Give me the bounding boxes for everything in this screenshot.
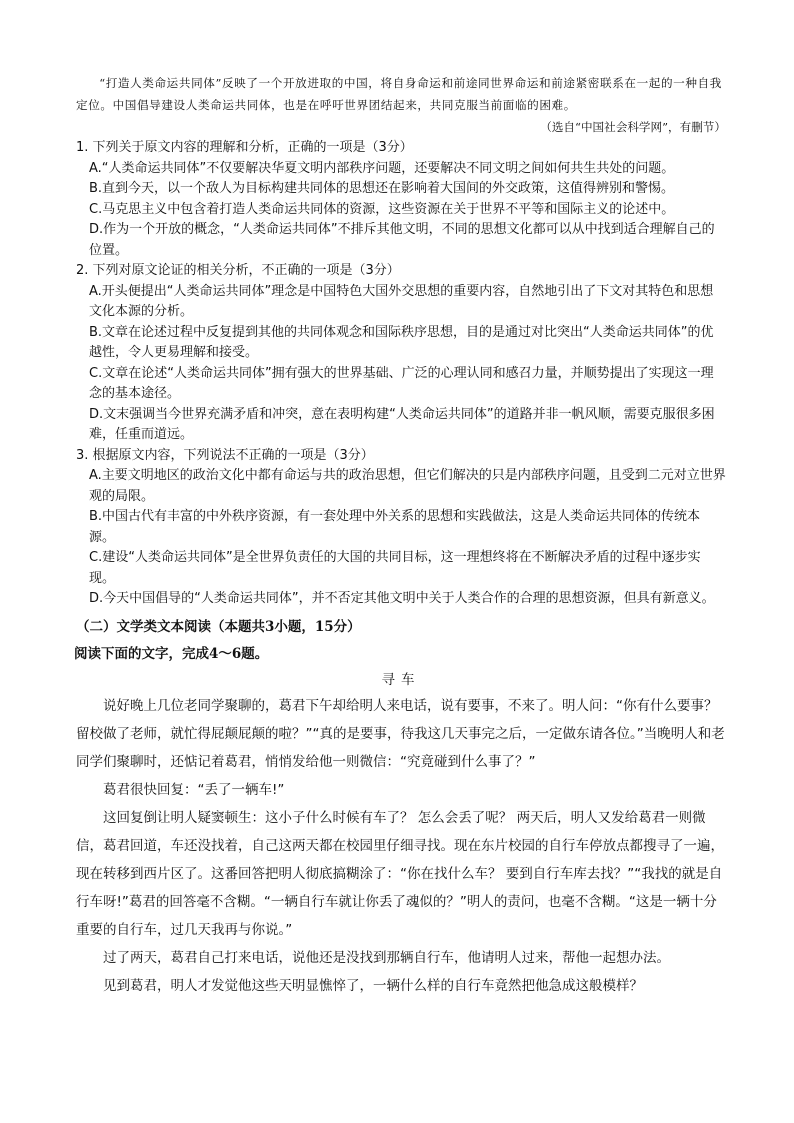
option-d: D.作为一个开放的概念，“人类命运共同体”不排斥其他文明，不同的思想文化都可以从中找到适合理解自己的位置。	[89, 222, 715, 258]
option-b: B.文章在论述过程中反复提到其他的共同体观念和国际秩序思想，目的是通过对比突出“人类命运共同体”的优越性，令人更易理解和接受。	[89, 324, 714, 360]
option-c: C.建设“人类命运共同体”是全世界负责任的大国的共同目标，这一理想终将在不断解决矛盾的过程中逐步实现。	[89, 550, 701, 586]
story-title: 寻车	[381, 671, 421, 688]
story-paragraph: 葛君很快回复：“丢了一辆车!”	[103, 781, 285, 798]
option-c: C.文章在论述“人类命运共同体”拥有强大的世界基础、广泛的心理认同和感召力量，并顺势提出了实现这一理念的基本途径。	[89, 365, 714, 401]
story-body	[76, 692, 726, 1000]
document-page	[76, 72, 726, 1000]
question-stem: 3. 根据原文内容，下列说法不正确的一项是（3分）	[76, 447, 374, 463]
question-2	[76, 261, 726, 446]
reading-instruction: 阅读下面的文字，完成4～6题。	[74, 645, 269, 662]
intro-paragraph: “打造人类命运共同体”反映了一个开放进取的中国，将自身命运和前途同世界命运和前途紧密联系在一起的一种自我定位。中国倡导建设人类命运共同体，也是在呼吁世界团结起来，共同克服当前面临的困难。	[76, 76, 722, 112]
source-citation: （选自“中国社会科学网”，有删节）	[540, 120, 726, 134]
option-a: A.主要文明地区的政治文化中都有命运与共的政治思想，但它们解决的只是内部秩序问题，且受到二元对立世界观的局限。	[89, 468, 726, 504]
section-heading: （二）文学类文本阅读（本题共3小题，15分）	[76, 618, 361, 635]
story-paragraph: 见到葛君，明人才发觉他这些天明显憔悴了，一辆什么样的自行车竟然把他急成这般模样？	[103, 977, 643, 994]
story-paragraph: 过了两天，葛君自己打来电话，说他还是没找到那辆自行车，他请明人过来，帮他一起想办法。	[103, 949, 670, 966]
option-b: B.直到今天，以一个敌人为目标构建共同体的思想还在影响着大国间的外交政策，这值得辨别和警惕。	[89, 181, 675, 196]
story-paragraph: 说好晚上几位老同学聚聊的，葛君下午却给明人来电话，说有要事，不来了。明人问：“你有什么要事？ 留校做了老师，就忙得屁颠屁颠的啦？”“真的是要事，待我这几天事完之后，一定做东请各位。”当晚明人和老同学们聚聊时，还惦记着葛君，悄悄发给他一则微信：“究竟碰到什么事了？”	[76, 697, 725, 770]
question-3	[76, 446, 726, 610]
question-stem: 2. 下列对原文论证的相关分析，不正确的一项是（3分）	[76, 263, 400, 278]
option-a: A.“人类命运共同体”不仅要解决华夏文明内部秩序问题，还要解决不同文明之间如何共生共处的问题。	[89, 160, 675, 176]
option-a: A.开头便提出“人类命运共同体”理念是中国特色大国外交思想的重要内容，自然地引出了下文对其特色和思想文化本源的分析。	[89, 283, 714, 319]
option-b: B.中国古代有丰富的中外秩序资源，有一套处理中外关系的思想和实践做法，这是人类命运共同体的传统本源。	[89, 509, 701, 545]
option-c: C.马克思主义中包含着打造人类命运共同体的资源，这些资源在关于世界不平等和国际主义的论述中。	[89, 201, 675, 217]
question-stem: 1. 下列关于原文内容的理解和分析，正确的一项是（3分）	[76, 140, 413, 155]
question-1	[76, 138, 726, 261]
option-d: D.今天中国倡导的“人类命运共同体”，并不否定其他文明中关于人类合作的合理的思想资源，但具有新意义。	[89, 591, 715, 606]
option-d: D.文末强调当今世界充满矛盾和冲突，意在表明构建“人类命运共同体”的道路并非一帆风顺，需要克服很多困难，任重而道远。	[89, 406, 715, 442]
story-paragraph: 这回复倒让明人疑窦顿生：这小子什么时候有车了？ 怎么会丢了呢？ 两天后，明人又发给葛君一则微信，葛君回道，车还没找着，自己这两天都在校园里仔细寻找。现在东片校园的自行车停放点都搜寻了一遍，现在转移到西片区了。这番回答把明人彻底搞糊涂了：“你在找什么车？ 要到自行车库去找？”“我找的就是自行车呀!”葛君的回答毫不含糊。“一辆自行车就让你丢了魂似的？”明人的责问，也毫不含糊。“这是一辆十分重要的自行车，过几天我再与你说。”	[76, 809, 724, 938]
